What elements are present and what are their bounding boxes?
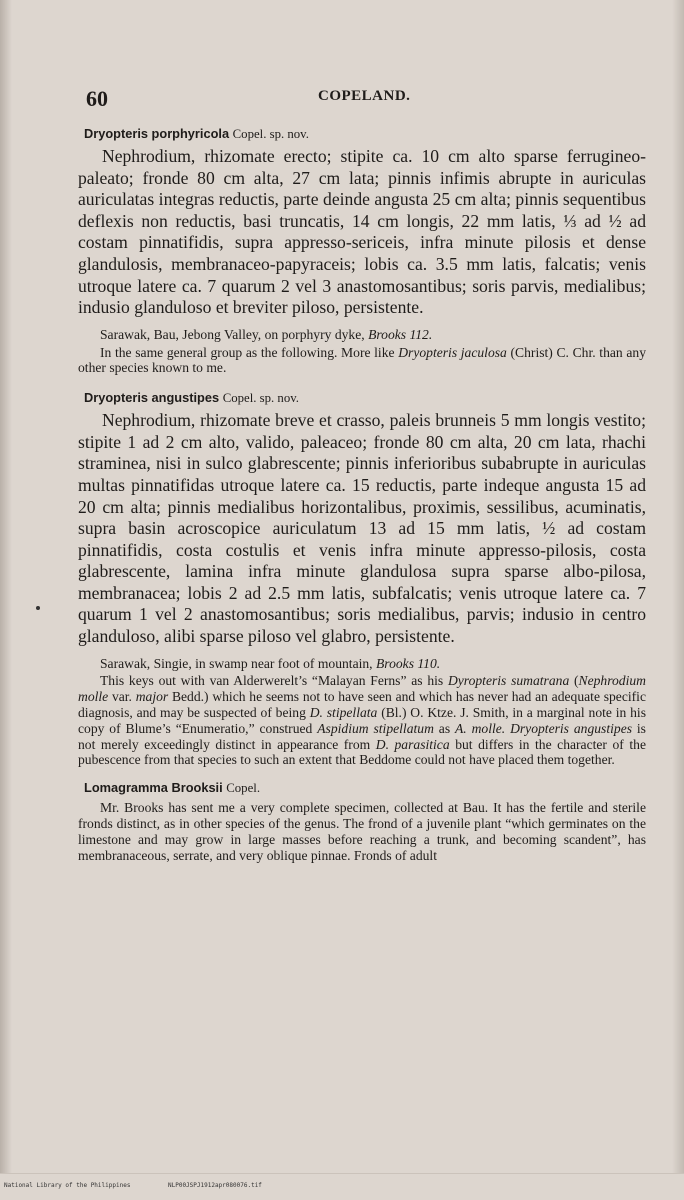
note-text: (	[574, 673, 579, 689]
species-name: Dryopteris angustipes	[84, 390, 220, 406]
page-header	[86, 86, 646, 114]
scan-footer	[0, 1173, 684, 1200]
note-text: This keys out with van Alderwerelt’s “Malayan Ferns” as his	[100, 673, 444, 689]
note-italic: D. stipellata	[309, 705, 378, 721]
page-body	[78, 126, 646, 869]
specimen-locality	[78, 327, 646, 343]
note-text: (Christ) C. Chr. than any other species known to me.	[78, 344, 646, 376]
scan-speck	[36, 606, 40, 610]
running-head: COPELAND.	[318, 88, 411, 104]
footer-filename: NLP00JSPJ1912apr080076.tif	[168, 1182, 262, 1189]
species-heading	[84, 780, 646, 796]
latin-description: Nephrodium, rhizomate erecto; stipite ca. 10 cm alto sparse ferrugineo-paleato; fronde 80 cm alta, 27 cm lata; pinnis infimis abrupte in auriculas auriculatas integras reductis, parte deinde angusta 25 cm alta; pinnis sequentibus deflexis non reductis, basi truncatis, 14 cm longis, 22 mm latis, ⅓ ad ½ ad costam pinnatifidis, supra appresso-sericeis, infra minute pilosis et dense glandulosis, membranaceo-papyraceis; lobis ca. 3.5 mm latis, falcatis; venis utroque latere ca. 7 quarum 2 vel 3 anastomosantibus; soris parvis, medialibus; indusio glanduloso et breviter piloso, persistente.	[78, 146, 646, 318]
species-entry	[78, 126, 646, 376]
note-text: Bedd.) which he seems not to have seen and which has never had an adequate specific diagnosis, and may be suspected of being	[78, 689, 646, 721]
note-italic: Dyropteris sumatrana	[447, 673, 570, 689]
note-italic: Aspidium stipellatum	[317, 720, 434, 736]
note-italic: A. molle. Dryopteris angustipes	[455, 720, 633, 736]
species-authority: Copel.	[226, 781, 261, 796]
collector-number: Brooks 110.	[375, 655, 441, 671]
species-note	[78, 345, 646, 377]
scan-left-edge	[0, 0, 12, 1200]
species-heading	[84, 126, 646, 142]
species-name: Lomagramma Brooksii	[84, 780, 223, 796]
specimen-locality	[78, 656, 646, 672]
scan-right-edge	[672, 0, 684, 1200]
collector-number: Brooks 112.	[368, 326, 433, 342]
species-note: Mr. Brooks has sent me a very complete specimen, collected at Bau. It has the fertile and sterile fronds distinct, as in other species of the genus. The frond of a juvenile plant “which germinates on the limestone and may grow in large masses before reaching a trunk, and becoming scandent”, has membranaceous, serrate, and very oblique pinnae. Fronds of adult	[78, 800, 646, 863]
species-authority: Copel. sp. nov.	[222, 391, 299, 406]
note-italic: Dryopteris jaculosa	[398, 344, 507, 360]
note-italic: Nephrodium molle	[78, 673, 646, 705]
locality-text: Sarawak, Singie, in swamp near foot of mountain,	[100, 655, 373, 671]
note-text: (Bl.) O. Ktze. J. Smith, in a marginal note in his copy of Blume’s “Enumeratio,” construed	[78, 705, 647, 736]
page-number: 60	[86, 86, 108, 111]
note-text: In the same general group as the following. More like	[100, 344, 395, 360]
species-authority: Copel. sp. nov.	[232, 127, 309, 141]
note-text: as	[438, 720, 451, 736]
footer-source: National Library of the Philippines	[4, 1182, 131, 1189]
latin-description: Nephrodium, rhizomate breve et crasso, paleis brunneis 5 mm longis vestito; stipite 1 ad 2 cm alto, valido, paleaceo; fronde 80 cm alta, 20 cm lata, rhachi straminea, nisi in sulco glabrescente; pinnis inferioribus subabrupte in auriculas multas pinnatifidas utroque latere ca. 15 reductis, parte indeque angusta 15 ad 20 cm alta; pinnis medialibus horizontalibus, proximis, sessilibus, acuminatis, supra basin acroscopice auriculatum 13 ad 15 mm latis, ½ ad costam pinnatifidis, costa costulis et venis infra minute appresso-pilosis, costa glabrescente, lamina infra minute glandulosa supra sparse albo-pilosa, membranacea; lobis 2 ad 2.5 mm latis, subfalcatis; venis utroque latere ca. 7 quarum 1 vel 2 anastomosantibus; soris medialibus, parvis; indusio in centro glanduloso, alibi sparse piloso vel glabro, persistente.	[78, 410, 646, 647]
species-note	[78, 673, 646, 768]
species-entry	[78, 390, 646, 768]
note-text: is not merely exceedingly distinct in appearance from	[78, 720, 646, 752]
note-text: var.	[111, 689, 132, 705]
note-text: but differs in the character of the pubescence from that species to such an extent that Beddome could not have placed them together.	[78, 736, 646, 768]
species-entry	[78, 780, 646, 863]
species-heading	[84, 390, 646, 406]
locality-text: Sarawak, Bau, Jebong Valley, on porphyry dyke,	[100, 326, 365, 342]
note-italic: D. parasitica	[375, 736, 450, 752]
species-name: Dryopteris porphyricola	[84, 126, 230, 141]
note-italic: major	[135, 689, 169, 705]
